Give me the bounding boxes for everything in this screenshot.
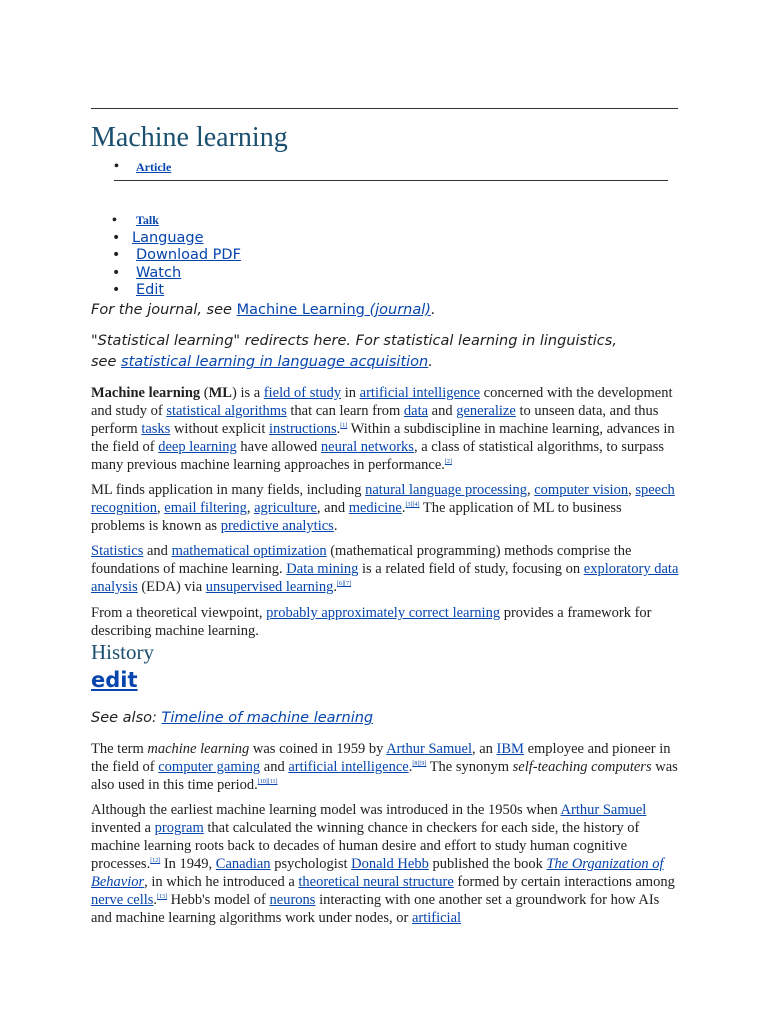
- citation-10-11[interactable]: [10][11]: [257, 779, 278, 786]
- link-mathematical-optimization[interactable]: mathematical optimization: [171, 543, 327, 559]
- citation-1[interactable]: [1]: [340, 423, 348, 430]
- history-edit-link[interactable]: edit: [91, 668, 138, 692]
- link-data[interactable]: data: [403, 403, 429, 419]
- link-neurons[interactable]: neurons: [269, 892, 316, 908]
- link-theoretical-neural-structure[interactable]: theoretical neural structure: [298, 874, 454, 890]
- link-nerve-cells[interactable]: nerve cells: [91, 892, 154, 908]
- citation-13[interactable]: [13]: [157, 894, 168, 901]
- watch-link[interactable]: Watch: [136, 264, 182, 281]
- hatnote-statistical-learning: "Statistical learning" redirects here. For statistical learning in linguistics, see statistical learning in language acquisition.: [91, 333, 617, 370]
- download-pdf-item: [112, 247, 241, 265]
- tab-article-link[interactable]: Article: [136, 160, 172, 174]
- link-statistical-algorithms[interactable]: statistical algorithms: [166, 403, 287, 419]
- edit-item: [112, 282, 241, 300]
- link-data-mining[interactable]: Data mining: [286, 561, 359, 577]
- link-statistics[interactable]: Statistics: [91, 543, 144, 559]
- hatnote-journal: For the journal, see Machine Learning (journal).: [91, 302, 436, 318]
- namespace-tabs: [114, 156, 171, 178]
- download-pdf-link[interactable]: Download PDF: [136, 247, 241, 263]
- link-canadian[interactable]: Canadian: [215, 856, 271, 872]
- link-nlp[interactable]: natural language processing: [365, 482, 527, 498]
- link-speech-recognition[interactable]: speech recognition: [91, 482, 675, 516]
- link-artificial[interactable]: artificial: [411, 910, 462, 926]
- machine-learning-journal-link[interactable]: Machine Learning (journal): [236, 302, 431, 318]
- history-heading: History: [91, 640, 154, 664]
- hatnote-see-also: See also: Timeline of machine learning: [91, 710, 374, 726]
- intro-paragraph: Machine learning (ML) is a field of study in artificial intelligence concerned with the development and study of statistical algorithms that can learn from data and generalize to unseen data, and thus perform tasks without explicit instructions.[1] Within a subdiscipline in machine learning, advances in the field of deep learning have allowed neural networks, a class of statistical algorithms, to surpass many previous machine learning approaches in performance.[2]: [91, 385, 675, 473]
- applications-paragraph: ML finds application in many fields, including natural language processing, computer vision, speech recognition, email filtering, agriculture, and medicine.[3][4] The application of ML to business problems is known as predictive analytics.: [91, 482, 675, 534]
- link-organization-of-behavior[interactable]: The Organization of Behavior: [91, 856, 664, 890]
- link-program[interactable]: program: [154, 820, 204, 836]
- tab-talk: [112, 212, 241, 230]
- language-item: [112, 230, 241, 248]
- link-exploratory-data-analysis[interactable]: exploratory data analysis: [91, 561, 679, 595]
- page-title: Machine learning: [91, 122, 288, 153]
- link-artificial-intelligence-2[interactable]: artificial intelligence: [288, 759, 409, 775]
- citation-8-9[interactable]: [8][9]: [412, 761, 427, 768]
- tab-talk-link[interactable]: Talk: [136, 213, 159, 227]
- citation-2[interactable]: [2]: [444, 459, 452, 466]
- link-deep-learning[interactable]: deep learning: [158, 439, 237, 455]
- watch-item: [112, 265, 241, 283]
- history-paragraph-2: Although the earliest machine learning model was introduced in the 1950s when Arthur Samuel invented a program that calculated the winning chance in checkers for each side, the history of machine learning roots back to decades of human desire and effort to study human cognitive processes.[12] In 1949, Canadian psychologist Donald Hebb published the book The Organization of Behavior, in which he introduced a theoretical neural structure formed by certain interactions among nerve cells.[13] Hebb's model of neurons interacting with one another set a groundwork for how AIs and machine learning algorithms work under nodes, or artificial: [91, 802, 675, 926]
- foundations-paragraph: Statistics and mathematical optimization (mathematical programming) methods comprise the foundations of machine learning. Data mining is a related field of study, focusing on exploratory data analysis (EDA) via unsupervised learning.[6][7]: [91, 543, 679, 595]
- link-computer-gaming[interactable]: computer gaming: [158, 759, 261, 775]
- edit-link[interactable]: Edit: [136, 282, 165, 298]
- link-generalize[interactable]: generalize: [456, 403, 516, 419]
- tabs-divider: [114, 180, 668, 181]
- link-predictive-analytics[interactable]: predictive analytics: [220, 518, 334, 534]
- citation-3-4[interactable]: [3][4]: [405, 502, 420, 509]
- theory-paragraph: From a theoretical viewpoint, probably approximately correct learning provides a framework for describing machine learning.: [91, 605, 652, 639]
- link-artificial-intelligence[interactable]: artificial intelligence: [359, 385, 481, 401]
- link-medicine[interactable]: medicine: [348, 500, 402, 516]
- citation-6-7[interactable]: [6][7]: [337, 581, 352, 588]
- link-field-of-study[interactable]: field of study: [263, 385, 342, 401]
- citation-12[interactable]: [12]: [150, 858, 161, 865]
- link-instructions[interactable]: instructions: [269, 421, 337, 437]
- timeline-link[interactable]: Timeline of machine learning: [161, 710, 374, 726]
- link-arthur-samuel[interactable]: Arthur Samuel: [386, 741, 472, 757]
- link-email-filtering[interactable]: email filtering: [164, 500, 247, 516]
- page-actions: [112, 212, 241, 300]
- link-arthur-samuel-2[interactable]: Arthur Samuel: [560, 802, 647, 818]
- link-neural-networks[interactable]: neural networks: [320, 439, 414, 455]
- language-button[interactable]: Language: [132, 229, 204, 246]
- link-donald-hebb[interactable]: Donald Hebb: [351, 856, 429, 872]
- link-unsupervised-learning[interactable]: unsupervised learning: [205, 579, 334, 595]
- link-pac-learning[interactable]: probably approximately correct learning: [266, 605, 501, 621]
- tab-article: [114, 156, 171, 178]
- header-divider: [91, 108, 678, 109]
- statistical-learning-language-link[interactable]: statistical learning in language acquisition: [121, 354, 429, 370]
- link-computer-vision[interactable]: computer vision: [534, 482, 629, 498]
- history-paragraph-1: The term machine learning was coined in 1959 by Arthur Samuel, an IBM employee and pioneer in the field of computer gaming and artificial intelligence.[8][9] The synonym self-teaching computers was also used in this time period.[10][11]: [91, 741, 678, 793]
- link-agriculture[interactable]: agriculture: [254, 500, 317, 516]
- link-tasks[interactable]: tasks: [141, 421, 171, 437]
- link-ibm[interactable]: IBM: [496, 741, 524, 757]
